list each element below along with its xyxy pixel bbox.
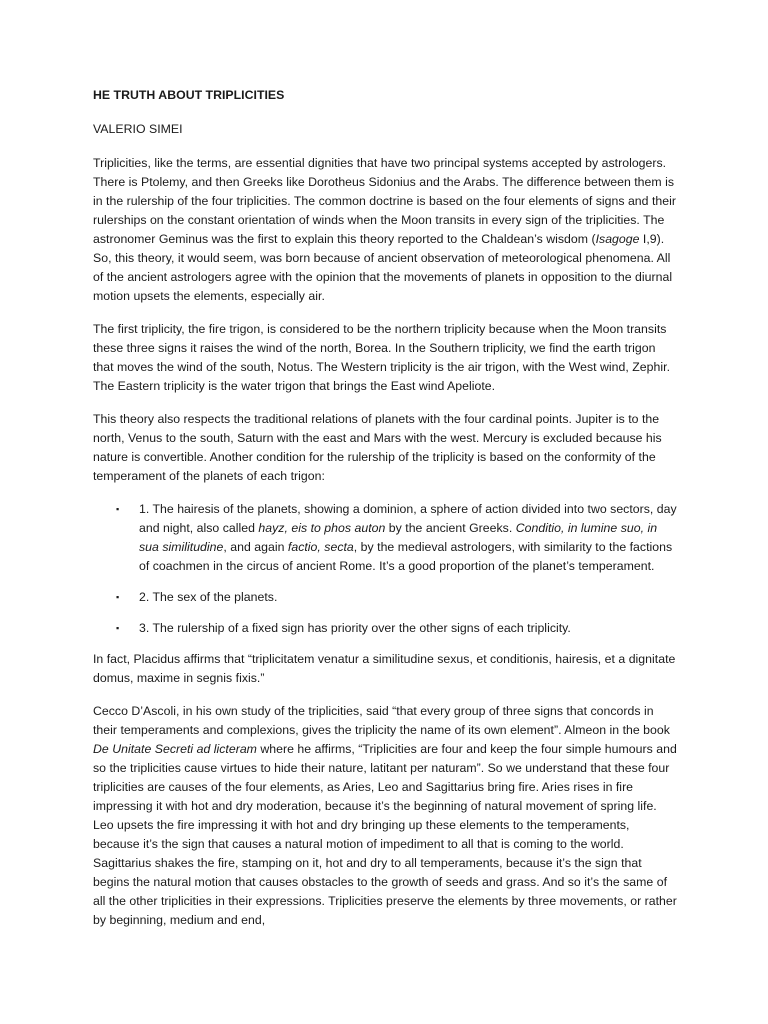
list-item-1-text-c: , and again [223, 540, 288, 554]
list-item-3-text: 3. The rulership of a fixed sign has priority over the other signs of each triplicity. [139, 621, 571, 635]
paragraph-1-text-b: I,9). So, this theory, it would seem, was born because of ancient observation of meteorological phenomena. All of the ancient astrologers agree with the opinion that the movements of planets in opposition to the diurnal motion upsets the elements, especially air. [93, 232, 673, 303]
paragraph-5 [93, 702, 678, 930]
bullet-icon: ▪ [116, 504, 120, 514]
bullet-icon: ▪ [116, 592, 120, 602]
list-item-1-italic-3: factio, secta [287, 540, 354, 554]
paragraph-5-italic: De Unitate Secreti ad licteram [93, 742, 257, 756]
paragraph-5-text-a: Cecco D’Ascoli, in his own study of the triplicities, said “that every group of three signs that concords in their temperaments and complexions, gives the triplicity the name of its own element”. Almeon in the book [93, 704, 670, 737]
list-item-1-italic-2: Conditio, in lumine suo, in sua similitudine [139, 521, 658, 554]
list-item-1-text-d: , by the medieval astrologers, with similarity to the factions of coachmen in the circus of ancient Rome. It’s a good proportion of the planet’s temperament. [139, 540, 673, 573]
bullet-icon: ▪ [116, 623, 120, 633]
list-item-1-text-b: by the ancient Greeks. [385, 521, 516, 535]
paragraph-3: This theory also respects the traditional relations of planets with the four cardinal points. Jupiter is to the north, Venus to the south, Saturn with the east and Mars with the west. Mercury is excluded because his nature is convertible. Another condition for the rulership of the triplicity is based on the conformity of the temperament of the planets of each trigon: [93, 412, 662, 483]
list-item-2-text: 2. The sex of the planets. [139, 590, 278, 604]
paragraph-1 [93, 154, 678, 306]
list-item-1-text-a: 1. The hairesis of the planets, showing a dominion, a sphere of action divided into two sectors, day and night, also called [139, 502, 677, 535]
document-author: VALERIO SIMEI [93, 122, 183, 136]
paragraph-4: In fact, Placidus affirms that “triplicitatem venatur a similitudine sexus, et conditionis, hairesis, et a dignitate domus, maxime in segnis fixis.” [93, 652, 676, 685]
paragraph-1-text-a: Triplicities, like the terms, are essential dignities that have two principal systems accepted by astrologers. There is Ptolemy, and then Greeks like Dorotheus Sidonius and the Arabs. The difference between them is in the rulership of the four triplicities. The common doctrine is based on the four elements of signs and their rulerships on the constant orientation of winds when the Moon transits in every sign of the triplicities. The astronomer Geminus was the first to explain this theory reported to the Chaldean’s wisdom ( [93, 156, 676, 246]
list-item [93, 588, 678, 607]
conditions-list [93, 500, 678, 638]
list-item [93, 500, 678, 576]
paragraph-2: The first triplicity, the fire trigon, is considered to be the northern triplicity because when the Moon transits these three signs it raises the wind of the north, Borea. In the Southern triplicity, we find the earth trigon that moves the wind of the south, Notus. The Western triplicity is the air trigon, with the West wind, Zephir. The Eastern triplicity is the water trigon that brings the East wind Apeliote. [93, 322, 670, 393]
list-item-1-italic-1: hayz, eis to phos auton [258, 521, 386, 535]
list-item [93, 619, 678, 638]
document-title: HE TRUTH ABOUT TRIPLICITIES [93, 88, 285, 102]
paragraph-5-text-b: where he affirms, “Triplicities are four and keep the four simple humours and so the triplicities cause virtues to hide their nature, latitant per naturam”. So we understand that these four triplicities are causes of the four elements, as Aries, Leo and Sagittarius bring fire. Aries rises in fire impressing it with hot and dry moderation, because it’s the beginning of natural movement of spring life. Leo upsets the fire impressing it with hot and dry bringing up these elements to the temperaments, because it’s the sign that causes a natural motion of impediment to all that is coming to the world. Sagittarius shakes the fire, stamping on it, hot and dry to all temperaments, because it’s the sign that begins the natural motion that causes obstacles to the growth of seeds and grass. And so it’s the same of all the other triplicities in their expressions. Triplicities preserve the elements by three movements, or rather by beginning, medium and end, [93, 742, 677, 927]
paragraph-1-italic: Isagoge [595, 232, 640, 246]
